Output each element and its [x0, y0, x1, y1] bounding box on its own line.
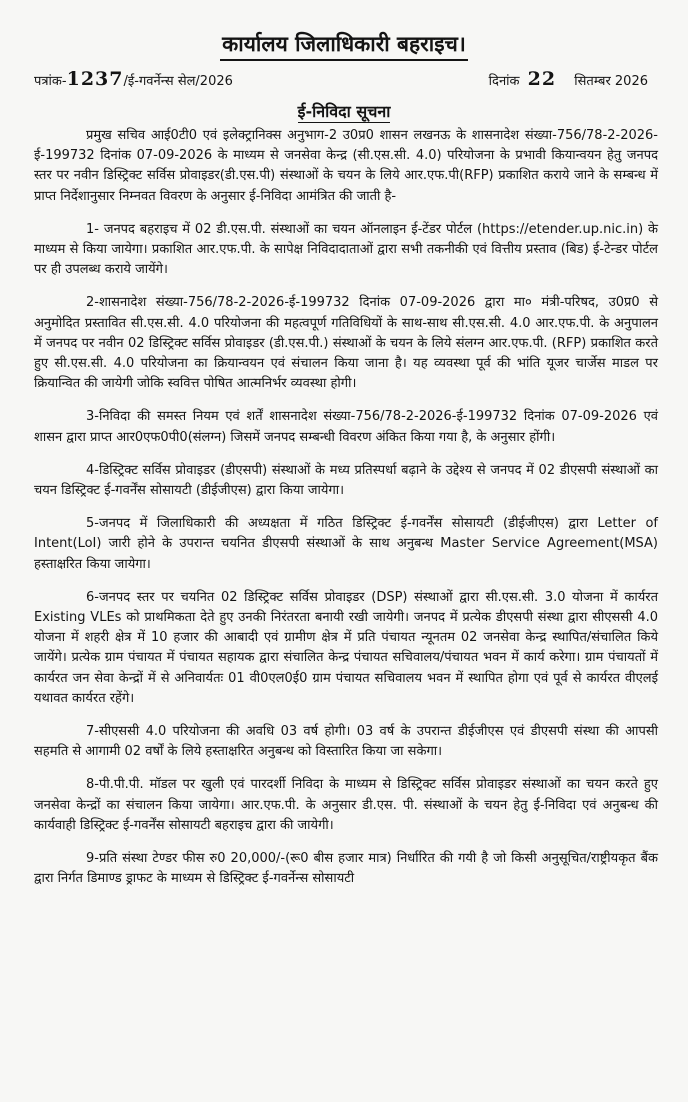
date-label: दिनांक — [488, 74, 520, 89]
ref-number-handwritten: 1237 — [66, 68, 124, 90]
notice-title — [0, 100, 688, 122]
clause-2: 2-शासनादेश संख्या-756/78-2-2026-ई-199732 दिनांक 07-09-2026 द्वारा मा० मंत्री-परिषद, उ0प्र0 से अनुमोदित प्रस्तावित सी.एस.सी. 4.0 परियोजना की महत्वपूर्ण गतिविधियों के साथ-साथ सी.एस.सी. 4.0 आर.एफ.पी. के अनुपालन में जनपद पर नवीन 02 डिस्ट्रिक्ट सर्विस प्रोवाइडर (डी.एस.पी.) संस्थाओं के चयन के लिये संलग्न आर.एफ.पी. (RFP) प्रकाशित करते हुए सी.एस.सी. 4.0 परियोजना का क्रियान्वयन एवं संचालन किया जाना है। यह व्यवस्था पूर्व की भांति यूजर चार्जेस माडल पर क्रियान्वित की जायेगी जोकि स्ववित्त पोषित आत्मनिर्भर व्यवस्था होगी। — [34, 295, 658, 392]
notice-title-text: ई-निविदा सूचना — [297, 102, 391, 121]
office-title — [0, 30, 688, 61]
date-day-handwritten: 22 — [527, 68, 557, 90]
ref-suffix: /ई-गवर्नेन्स सेल/2026 — [123, 74, 233, 89]
clause-8: 8-पी.पी.पी. मॉडल पर खुली एवं पारदर्शी निविदा के माध्यम से डिस्ट्रिक्ट सर्विस प्रोवाइडर संस्थाओं का चयन करते हुए जनसेवा केन्द्रों का संचालन किया जायेगा। आर.एफ.पी. के अनुसार डी.एस. पी. संस्थाओं के चयन हेतु ई-निविदा एवं अनुबन्ध की कार्यवाही डिस्ट्रिक्ट ई-गवर्नेंस सोसायटी बहराइच द्वारा की जायेगी। — [34, 777, 658, 833]
clause-5: 5-जनपद में जिलाधिकारी की अध्यक्षता में गठित डिस्ट्रिक्ट ई-गवर्नेंस सोसायटी (डीईजीएस) द्वारा Letter of Intent(LoI) जारी होने के उपरान्त चयनित डीएसपी संस्थाओं के साथ अनुबन्ध Master Service Agreement(MSA) हस्ताक्षरित किया जायेगा। — [34, 516, 658, 572]
clause-6: 6-जनपद स्तर पर चयनित 02 डिस्ट्रिक्ट सर्विस प्रोवाइडर (DSP) संस्थाओं द्वारा सी.एस.सी. 3.0 योजना में कार्यरत Existing VLEs को प्राथमिकता देते हुए उनकी निरंतरता बनायी रखी जायेगी। जनपद में प्रत्येक डीएसपी संस्था द्वारा सीएससी 4.0 योजना में शहरी क्षेत्र में 10 हजार की आबादी एवं ग्रामीण क्षेत्र में प्रति पंचायत न्यूनतम 02 जनसेवा केन्द्र स्थापित/संचालित किये जायेंगे। प्रत्येक ग्राम पंचायत में पंचायत सहायक द्वारा संचालित केन्द्र पंचायत सचिवालय/पंचायत भवन में कार्य करेगा। ग्राम पंचायतों में कार्यरत जन सेवा केन्द्रों में से अनिवार्यतः 01 वी0एल0ई0 ग्राम पंचायत सचिवालय भवन में स्थापित होगा एवं पूर्व से कार्यरत वीएलई यथावत कार्यरत रहेंगे। — [34, 589, 658, 706]
clause-9: 9-प्रति संस्था टेण्डर फीस रु0 20,000/-(रू0 बीस हजार मात्र) निर्धारित की गयी है जो किसी अनुसूचित/राष्ट्रीयकृत बैंक द्वारा निर्गत डिमाण्ड ड्राफट के माध्यम से डिस्ट्रिक्ट ई-गवर्नेन्स सोसायटी — [34, 851, 658, 887]
clause-4: 4-डिस्ट्रिक्ट सर्विस प्रोवाइडर (डीएसपी) संस्थाओं के मध्य प्रतिस्पर्धा बढ़ाने के उद्देश्य से जनपद में 02 डीएसपी संस्थाओं का चयन डिस्ट्रिक्ट ई-गवर्नेंस सोसायटी (डीईजीएस) द्वारा किया जायेगा। — [34, 462, 658, 499]
reference-line — [34, 68, 658, 90]
reference-number — [34, 68, 233, 90]
clause-3: 3-निविदा की समस्त नियम एवं शर्तें शासनादेश संख्या-756/78-2-2026-ई-199732 दिनांक 07-09-2026 एवं शासन द्वारा प्राप्त आर0एफ0पी0(संलग्न) जिसमें जनपद सम्बन्धी विवरण अंकित किया गया है, के अनुसार होंगी। — [34, 409, 658, 445]
office-title-text: कार्यालय जिलाधिकारी बहराइच। — [220, 30, 468, 61]
notice-body — [34, 126, 658, 890]
ref-prefix: पत्रांक- — [34, 74, 67, 89]
date-month-year: सितम्बर 2026 — [574, 74, 648, 89]
notice-date — [489, 68, 648, 90]
intro-paragraph: प्रमुख सचिव आई0टी0 एवं इलेक्ट्रानिक्स अनुभाग-2 उ0प्र0 शासन लखनऊ के शासनादेश संख्या-756/78-2-2026-ई-199732 दिनांक 07-09-2026 के माध्यम से जनसेवा केन्द्र (सी.एस.सी. 4.0) परियोजना के प्रभावी कियान्वयन हेतु जनपद स्तर पर नवीन डिस्ट्रिक्ट सर्विस प्रोवाइडर(डी.एस.पी) संस्थाओं के चयन के लिये आर.एफ.पी(RFP) प्रकाशित कराये जाने के सम्बन्ध में प्राप्त निर्देशानुसार निम्नवत विवरण के अनुसार ई-निविदा आमंत्रित की जाती है- — [34, 128, 658, 204]
clause-1: 1- जनपद बहराइच में 02 डी.एस.पी. संस्थाओं का चयन ऑनलाइन ई-टेंडर पोर्टल (https://etender.up.nic.in) के माध्यम से किया जायेगा। प्रकाशित आर.एफ.पी. के सापेक्ष निविदादाताओं द्वारा सभी तकनीकी एवं वित्तीय प्रस्ताव (बिड) ई-टेन्डर पोर्टल पर ही उपलब्ध कराये जायेंगे। — [34, 221, 658, 278]
clause-7: 7-सीएससी 4.0 परियोजना की अवधि 03 वर्ष होगी। 03 वर्ष के उपरान्त डीईजीएस एवं डीएसपी संस्था की आपसी सहमति से आगामी 02 वर्षों के लिये हस्ताक्षरित अनुबन्ध को विस्तारित किया जा सकेगा। — [34, 724, 658, 760]
